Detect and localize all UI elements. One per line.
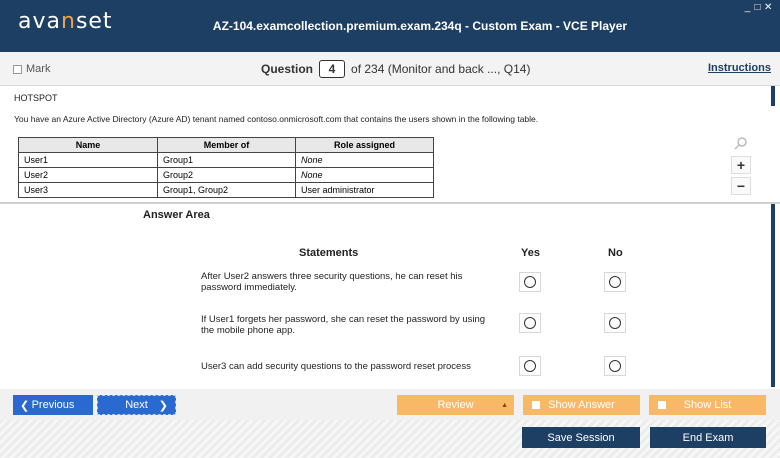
question-pane — [4, 86, 772, 203]
question-text: You have an Azure Active Directory (Azure AD) tenant named contoso.onmicrosoft.com that contains the users shown in the following table. — [14, 114, 539, 124]
table-cell: None — [296, 153, 434, 168]
close-icon[interactable]: ✕ — [764, 2, 776, 13]
table-cell: Group2 — [158, 168, 296, 183]
show-answer-label: Show Answer — [548, 399, 615, 411]
answer-scrollbar[interactable] — [771, 204, 775, 387]
table-cell: User3 — [19, 183, 158, 198]
footer-bar — [0, 420, 780, 458]
maximize-icon[interactable]: □ — [754, 2, 764, 13]
statement-2-no-radio[interactable] — [604, 313, 626, 333]
caret-up-icon: ▲ — [501, 401, 508, 409]
statement-2: If User1 forgets her password, she can reset the password by using the mobile phone app. — [201, 314, 486, 336]
question-label: Question — [261, 62, 314, 76]
statement-1-yes-radio[interactable] — [519, 272, 541, 292]
instructions-link[interactable]: Instructions — [708, 62, 771, 74]
yes-header: Yes — [521, 247, 540, 259]
table-cell: User administrator — [296, 183, 434, 198]
question-number-group — [261, 60, 530, 78]
answer-pane — [4, 205, 770, 387]
question-scrollbar[interactable] — [771, 86, 775, 106]
next-button[interactable] — [97, 395, 176, 415]
review-button[interactable] — [397, 395, 514, 415]
question-number-input[interactable]: 4 — [319, 60, 345, 78]
question-total: of 234 (Monitor and back ..., Q14) — [351, 62, 531, 76]
show-list-label: Show List — [683, 399, 732, 411]
table-header: Member of — [158, 138, 296, 153]
table-cell: User1 — [19, 153, 158, 168]
table-cell: None — [296, 168, 434, 183]
statement-3-no-radio[interactable] — [604, 356, 626, 376]
window-title: AZ-104.examcollection.premium.exam.234q - Custom Exam - VCE Player — [212, 19, 628, 33]
statement-1: After User2 answers three security questions, he can reset his password immediately. — [201, 271, 463, 293]
chevron-right-icon: ❯ — [158, 399, 168, 412]
statement-2-yes-radio[interactable] — [519, 313, 541, 333]
radio-icon[interactable] — [609, 276, 621, 288]
minimize-icon[interactable]: _ — [744, 2, 754, 13]
review-label: Review — [437, 399, 474, 411]
chevron-left-icon: ❮ — [20, 399, 30, 412]
table-header: Role assigned — [296, 138, 434, 153]
statement-3-yes-radio[interactable] — [519, 356, 541, 376]
table-row — [19, 183, 434, 198]
window-controls — [744, 2, 774, 13]
previous-button[interactable] — [13, 395, 93, 415]
question-type: HOTSPOT — [14, 93, 58, 103]
radio-icon[interactable] — [609, 360, 621, 372]
radio-icon[interactable] — [524, 276, 536, 288]
no-header: No — [608, 247, 623, 259]
statement-3: User3 can add security questions to the password reset process — [201, 361, 471, 372]
previous-label: Previous — [31, 399, 75, 411]
navigation-bar — [0, 389, 780, 420]
question-bar — [0, 52, 780, 86]
mark-checkbox[interactable] — [13, 63, 50, 75]
checkbox-icon — [658, 401, 666, 409]
show-list-button[interactable] — [649, 395, 766, 415]
radio-icon[interactable] — [524, 360, 536, 372]
table-header-row — [19, 138, 434, 153]
zoom-controls — [731, 136, 751, 195]
table-cell: Group1 — [158, 153, 296, 168]
users-table — [18, 137, 434, 198]
pane-divider[interactable] — [0, 202, 780, 204]
radio-icon[interactable] — [609, 317, 621, 329]
mark-label: Mark — [26, 63, 51, 75]
table-header: Name — [19, 138, 158, 153]
table-cell: User2 — [19, 168, 158, 183]
table-row — [19, 168, 434, 183]
end-exam-button[interactable]: End Exam — [650, 427, 766, 448]
next-label: Next — [125, 399, 148, 411]
statement-1-no-radio[interactable] — [604, 272, 626, 292]
checkbox-icon — [532, 401, 540, 409]
magnifier-icon — [731, 136, 751, 153]
app-logo: avanset — [18, 9, 113, 34]
table-cell: Group1, Group2 — [158, 183, 296, 198]
zoom-in-button[interactable]: + — [731, 156, 751, 174]
show-answer-button[interactable] — [523, 395, 640, 415]
answer-area-title: Answer Area — [143, 209, 210, 221]
checkbox-icon[interactable] — [13, 65, 22, 74]
table-row — [19, 153, 434, 168]
title-bar — [0, 0, 780, 52]
save-session-button[interactable]: Save Session — [522, 427, 640, 448]
radio-icon[interactable] — [524, 317, 536, 329]
statements-header: Statements — [299, 247, 359, 259]
zoom-out-button[interactable]: − — [731, 177, 751, 195]
